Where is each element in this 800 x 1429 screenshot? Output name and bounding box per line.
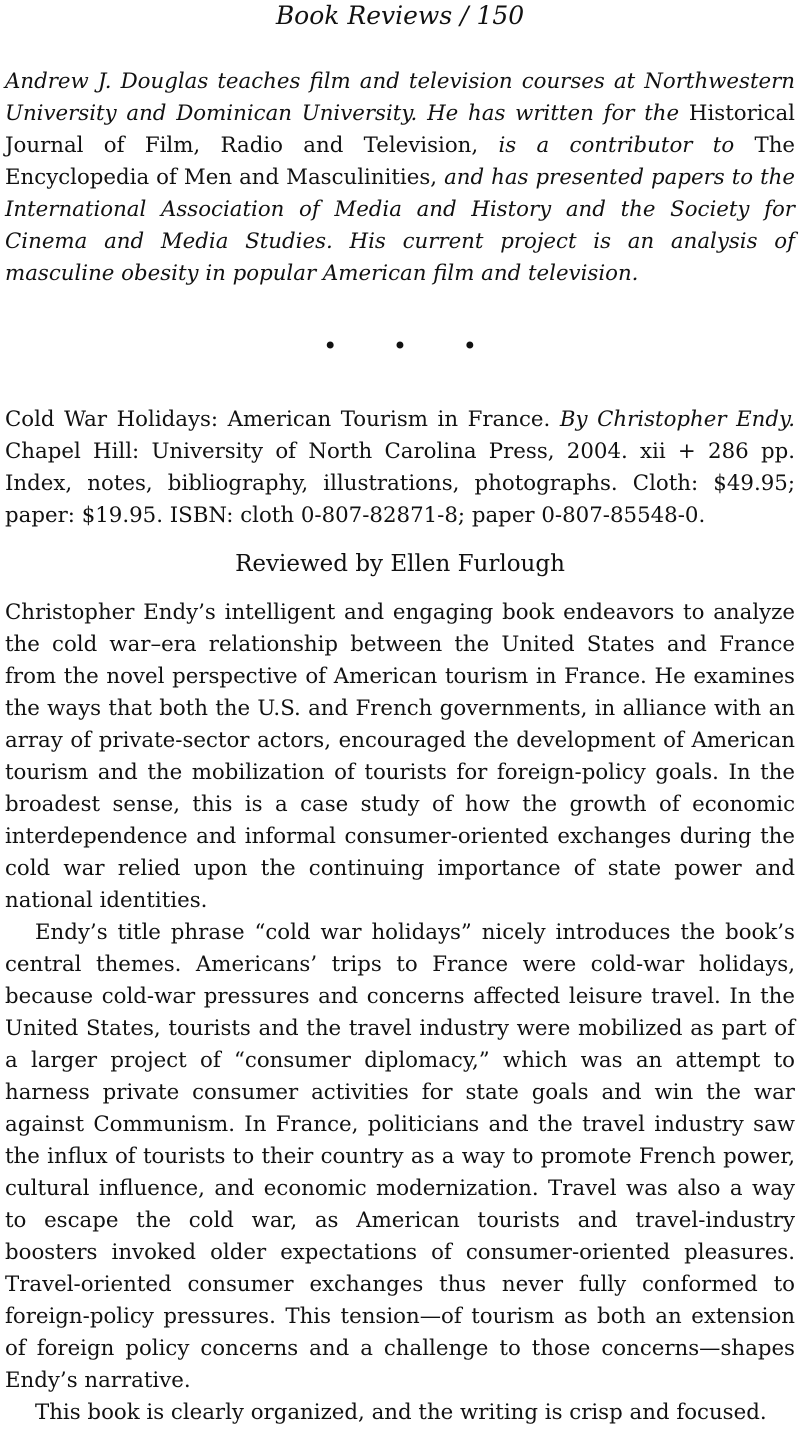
review-paragraph-1: Christopher Endy’s intelligent and engaging book endeavors to analyze the cold war–era relationship between the United States and France from the novel perspective of American tourism in France. He examines the ways that both the U.S. and French governments, in alliance with an array of private-sector actors, encouraged the development of American tourism and the mobilization of tourists for foreign-policy goals. In the broadest sense, this is a case study of how the growth of economic interdependence and informal consumer-oriented exchanges during the cold war relied upon the continuing importance of state power and national identities. <box>5 600 795 913</box>
bio-sentence-3: and has presented papers to the International Association of Media and History and the Society for Cinema and Media Studies. His current project is an analysis of masculine obesity in popular American film and television. <box>5 165 795 286</box>
book-byline: By Christopher Endy. <box>559 407 795 432</box>
book-title: Cold War Holidays: American Tourism in France. <box>5 407 551 432</box>
citation-text <box>5 404 795 532</box>
book-citation <box>5 404 795 532</box>
author-bio <box>5 66 795 290</box>
bio-journal-title: Historical Journal of Film, Radio and Television, <box>5 101 795 158</box>
section-divider: • • • <box>323 332 501 360</box>
review-paragraph-2: Endy’s title phrase “cold war holidays” nicely introduces the book’s central themes. Americans’ trips to France were cold-war holidays, because cold-war pressures and concerns affected leisure travel. In the United States, tourists and the travel industry were mobilized as part of a larger project of “consumer diplomacy,” which was an attempt to harness private consumer activities for state goals and win the war against Communism. In France, politicians and the travel industry saw the influx of tourists to their country as a way to promote French power, cultural influence, and economic modernization. Travel was also a way to escape the cold war, as American tourists and travel-industry boosters invoked older expectations of consumer-oriented pleasures. Travel-oriented consumer exchanges thus never fully conformed to foreign-policy pressures. This tension—of tourism as both an extension of foreign policy concerns and a challenge to those concerns—shapes Endy’s narrative. <box>5 920 795 1393</box>
bio-encyclopedia-title: The Encyclopedia of Men and Masculinities, <box>5 133 796 190</box>
author-bio-text <box>5 66 795 290</box>
bio-sentence-1: Andrew J. Douglas teaches film and television courses at Northwestern University and Dominican University. He has written for the <box>5 69 795 126</box>
running-header: Book Reviews / 150 <box>275 1 525 30</box>
review-paragraph-3: This book is clearly organized, and the writing is crisp and focused. <box>35 1400 767 1425</box>
publication-details: Chapel Hill: University of North Carolina Press, 2004. xii + 286 pp. Index, notes, bibliography, illustrations, photographs. Cloth: $49.95; paper: $19.95. ISBN: cloth 0-807-82871-8; paper 0-807-85548-0. <box>5 439 795 528</box>
bio-sentence-2: is a contributor to <box>478 133 755 158</box>
review-body <box>5 597 795 1429</box>
reviewer-line: Reviewed by Ellen Furlough <box>235 551 565 577</box>
